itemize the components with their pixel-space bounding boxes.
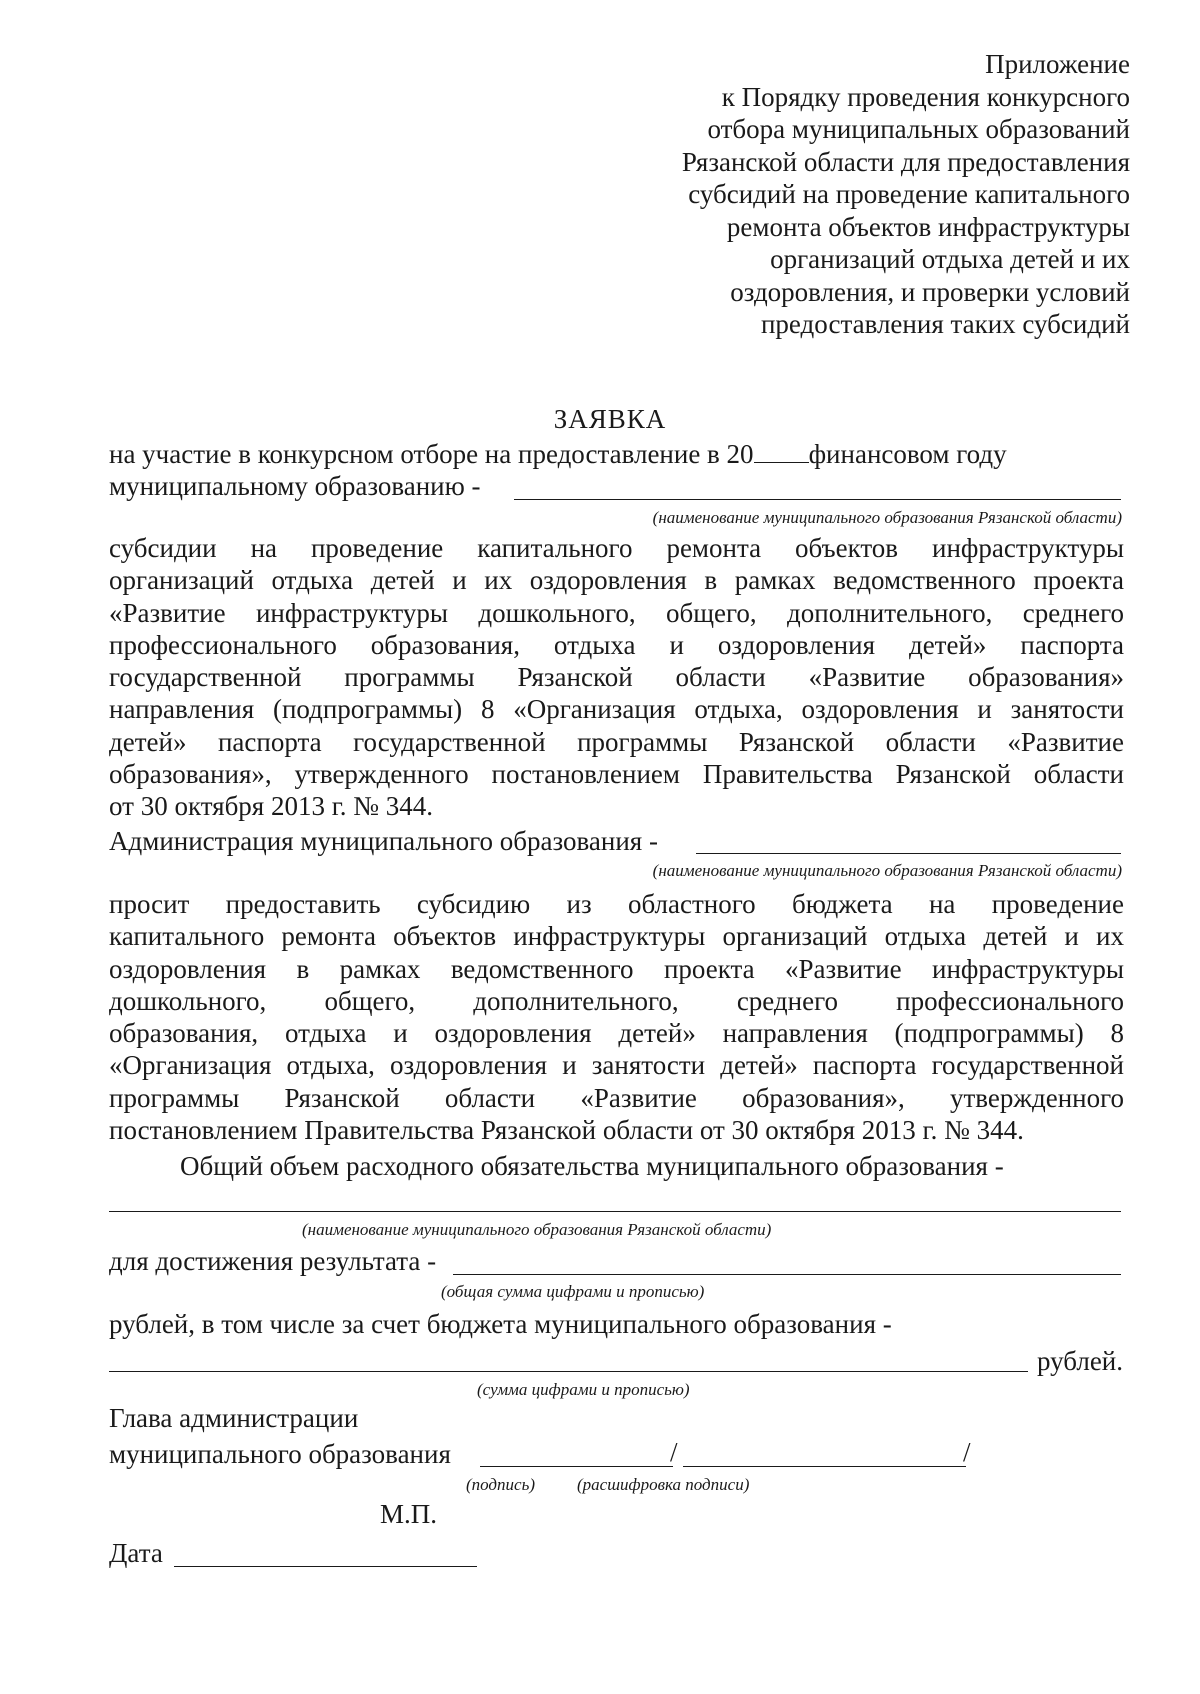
signature-municipality-line: муниципального образования <box>109 1439 451 1469</box>
date-label: Дата <box>109 1538 163 1568</box>
appendix-line: Рязанской области для предоставления <box>681 146 1130 177</box>
paragraph-line: просит предоставить субсидию из областного бюджета на проведение <box>109 889 1124 919</box>
paragraph-line: образования», утвержденного постановлением Правительства Рязанской области <box>109 759 1124 790</box>
appendix-line: организаций отдыха детей и их <box>770 244 1130 274</box>
date-blank[interactable] <box>174 1566 477 1567</box>
paragraph-line: направления (подпрограммы) 8 «Организация отдыха, оздоровления и занятости <box>109 694 1124 725</box>
budget-amount-blank[interactable] <box>109 1371 1028 1372</box>
signature-slash: / <box>670 1437 678 1467</box>
signature-title-line: Глава администрации <box>109 1403 359 1433</box>
paragraph-line: «Развитие инфраструктуры дошкольного, общего, дополнительного, среднего <box>109 597 1124 628</box>
paragraph-line: оздоровления в рамках ведомственного проекта «Развитие инфраструктуры <box>109 953 1124 984</box>
appendix-line: отбора муниципальных образований <box>707 114 1130 144</box>
signature-decode-caption: (расшифровка подписи) <box>577 1475 750 1494</box>
year-blank[interactable] <box>754 438 809 463</box>
appendix-line: субсидий на проведение капитального <box>688 179 1130 209</box>
paragraph-line: профессионального образования, отдыха и оздоровления детей» паспорта <box>109 629 1124 660</box>
intro-line-2: муниципальному образованию - <box>109 471 481 501</box>
paragraph-line: субсидии на проведение капитального ремонта объектов инфраструктуры <box>109 533 1124 563</box>
admin-line: Администрация муниципального образования - <box>109 826 658 856</box>
result-caption: (общая сумма цифрами и прописью) <box>441 1282 705 1301</box>
paragraph-line: постановлением Правительства Рязанской области от 30 октября 2013 г. № 344. <box>109 1115 1024 1146</box>
intro-line-1 <box>109 438 1007 470</box>
document-title: ЗАЯВКА <box>553 404 667 434</box>
volume-blank[interactable] <box>109 1211 1121 1212</box>
signature-slash-end: / <box>963 1437 971 1467</box>
paragraph-line: дошкольного, общего, дополнительного, среднего профессионального <box>109 985 1124 1016</box>
admin-name-blank[interactable] <box>696 853 1121 854</box>
paragraph-line: государственной программы Рязанской области «Развитие образования» <box>109 662 1124 693</box>
paragraph-line: «Организация отдыха, оздоровления и занятости детей» паспорта государственной <box>109 1050 1124 1081</box>
volume-line: Общий объем расходного обязательства муниципального образования - <box>180 1151 1004 1181</box>
paragraph-line: детей» паспорта государственной программы Рязанской области «Развитие <box>109 726 1124 757</box>
appendix-line: предоставления таких субсидий <box>760 309 1130 339</box>
budget-caption: (сумма цифрами и прописью) <box>477 1380 690 1399</box>
result-line: для достижения результата - <box>109 1246 437 1276</box>
paragraph-line: программы Рязанской области «Развитие образования», утвержденного <box>109 1082 1124 1113</box>
appendix-line: ремонта объектов инфраструктуры <box>726 211 1130 242</box>
municipality-caption: (наименование муниципального образования Рязанской области) <box>652 508 1122 527</box>
paragraph-request <box>109 888 1124 1146</box>
paragraph-line: образования, отдыха и оздоровления детей» направления (подпрограммы) 8 <box>109 1018 1124 1049</box>
intro-text-a: на участие в конкурсном отборе на предоставление в 20 <box>109 439 754 469</box>
stamp-mark: М.П. <box>380 1499 438 1529</box>
paragraph-line: от 30 октября 2013 г. № 344. <box>109 791 434 822</box>
signature-blank[interactable] <box>480 1466 673 1467</box>
appendix-line: оздоровления, и проверки условий <box>730 276 1130 307</box>
result-amount-blank[interactable] <box>453 1274 1121 1275</box>
admin-caption: (наименование муниципального образования Рязанской области) <box>652 861 1122 880</box>
paragraph-subsidy <box>109 532 1124 823</box>
paragraph-line: организаций отдыха детей и их оздоровления в рамках ведомственного проекта <box>109 565 1124 596</box>
signature-caption: (подпись) <box>466 1475 535 1494</box>
budget-line: рублей, в том числе за счет бюджета муниципального образования - <box>109 1309 892 1339</box>
appendix-line: к Порядку проведения конкурсного <box>721 81 1130 112</box>
appendix-line: Приложение <box>985 49 1130 79</box>
appendix-header <box>610 48 1130 341</box>
paragraph-line: капитального ремонта объектов инфраструктуры организаций отдыха детей и их <box>109 921 1124 952</box>
intro-text-b: финансовом году <box>808 439 1007 469</box>
signature-decode-blank[interactable] <box>683 1466 966 1467</box>
municipality-name-blank[interactable] <box>514 499 1121 500</box>
volume-caption: (наименование муниципального образования Рязанской области) <box>302 1220 772 1239</box>
budget-suffix: рублей. <box>1037 1346 1124 1376</box>
